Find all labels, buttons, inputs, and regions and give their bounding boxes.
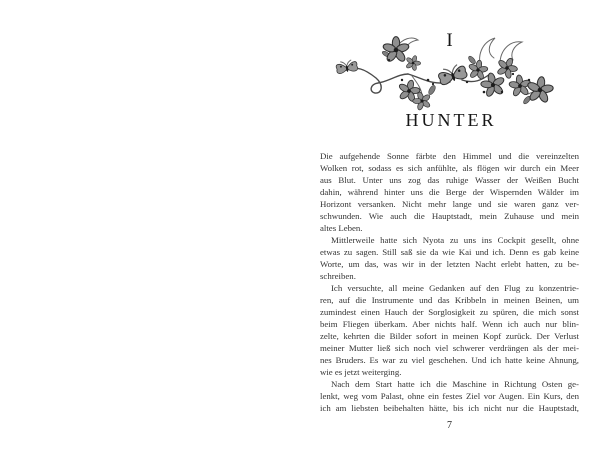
- text-line: Wolken rot, sodass es sich anfühlte, als flögen wir durch ein Meer: [320, 163, 579, 173]
- text-line: dahin, während hinter uns die Berge der Wispernden Wälder im: [320, 187, 579, 197]
- text-line: Nach dem Start hatte ich die Maschine in Richtung Osten ge-: [331, 379, 579, 389]
- text-line: etwas zu sagen. Still saß sie da wie Kai und ich. Denn es gab keine: [320, 247, 579, 257]
- text-line: aus Blut. Unter uns zog das ruhige Wasser der Weißen Bucht: [320, 175, 579, 185]
- text-line: altes Leben.: [320, 223, 363, 233]
- text-line: wie es jetzt weiterging.: [320, 367, 402, 377]
- text-line: Worte, um das, was wir in der letzten Nacht erlebt hatten, zu be-: [320, 259, 579, 269]
- text-line: zelte, kehrten die Bilder sofort in meinen Kopf zurück. Der Verlust: [320, 331, 579, 341]
- text-line: nes Bruders. Es war zu viel geschehen. Und ich hatte keine Ahnung,: [320, 355, 579, 365]
- floral-ornament-icon: [332, 30, 554, 112]
- text-line: beim Fliegen überkam. Aber nichts half. Wenn ich auch nur blin-: [320, 319, 579, 329]
- text-line: Horizont versanken. Nicht mehr lange und sie waren ganz ver-: [320, 199, 579, 209]
- chapter-number: I: [446, 30, 453, 51]
- text-line: Ich versuchte, all meine Gedanken auf den Flug zu konzentrie-: [331, 283, 579, 293]
- text-line: schwunden. Wie auch die Hauptstadt, mein Zuhause und mein: [320, 211, 579, 221]
- page-number: 7: [447, 420, 452, 431]
- text-line: ich am liebsten beibehalten hätte, bis ich nicht nur die Hauptstadt,: [320, 403, 579, 413]
- text-line: meiner Mutter ließ sich noch viel schwerer verdrängen als der mei-: [320, 343, 579, 353]
- text-line: Die aufgehende Sonne färbte den Himmel und die vereinzelten: [320, 151, 579, 161]
- chapter-title: HUNTER: [405, 110, 497, 130]
- body-text: [320, 150, 579, 414]
- text-line: zumindest einen Hauch der Sorglosigkeit zu spüren, die mich sonst: [320, 307, 579, 317]
- text-line: schreiben.: [320, 271, 356, 281]
- text-line: ren, auf die Instrumente und das Kribbeln in meinen Beinen, um: [320, 295, 579, 305]
- text-line: Mittlerweile hatte sich Nyota zu uns ins Cockpit gesellt, ohne: [331, 235, 579, 245]
- text-line: lenkt, weg vom Palast, ohne ein festes Ziel vor Augen. Ein Kurs, den: [320, 391, 579, 401]
